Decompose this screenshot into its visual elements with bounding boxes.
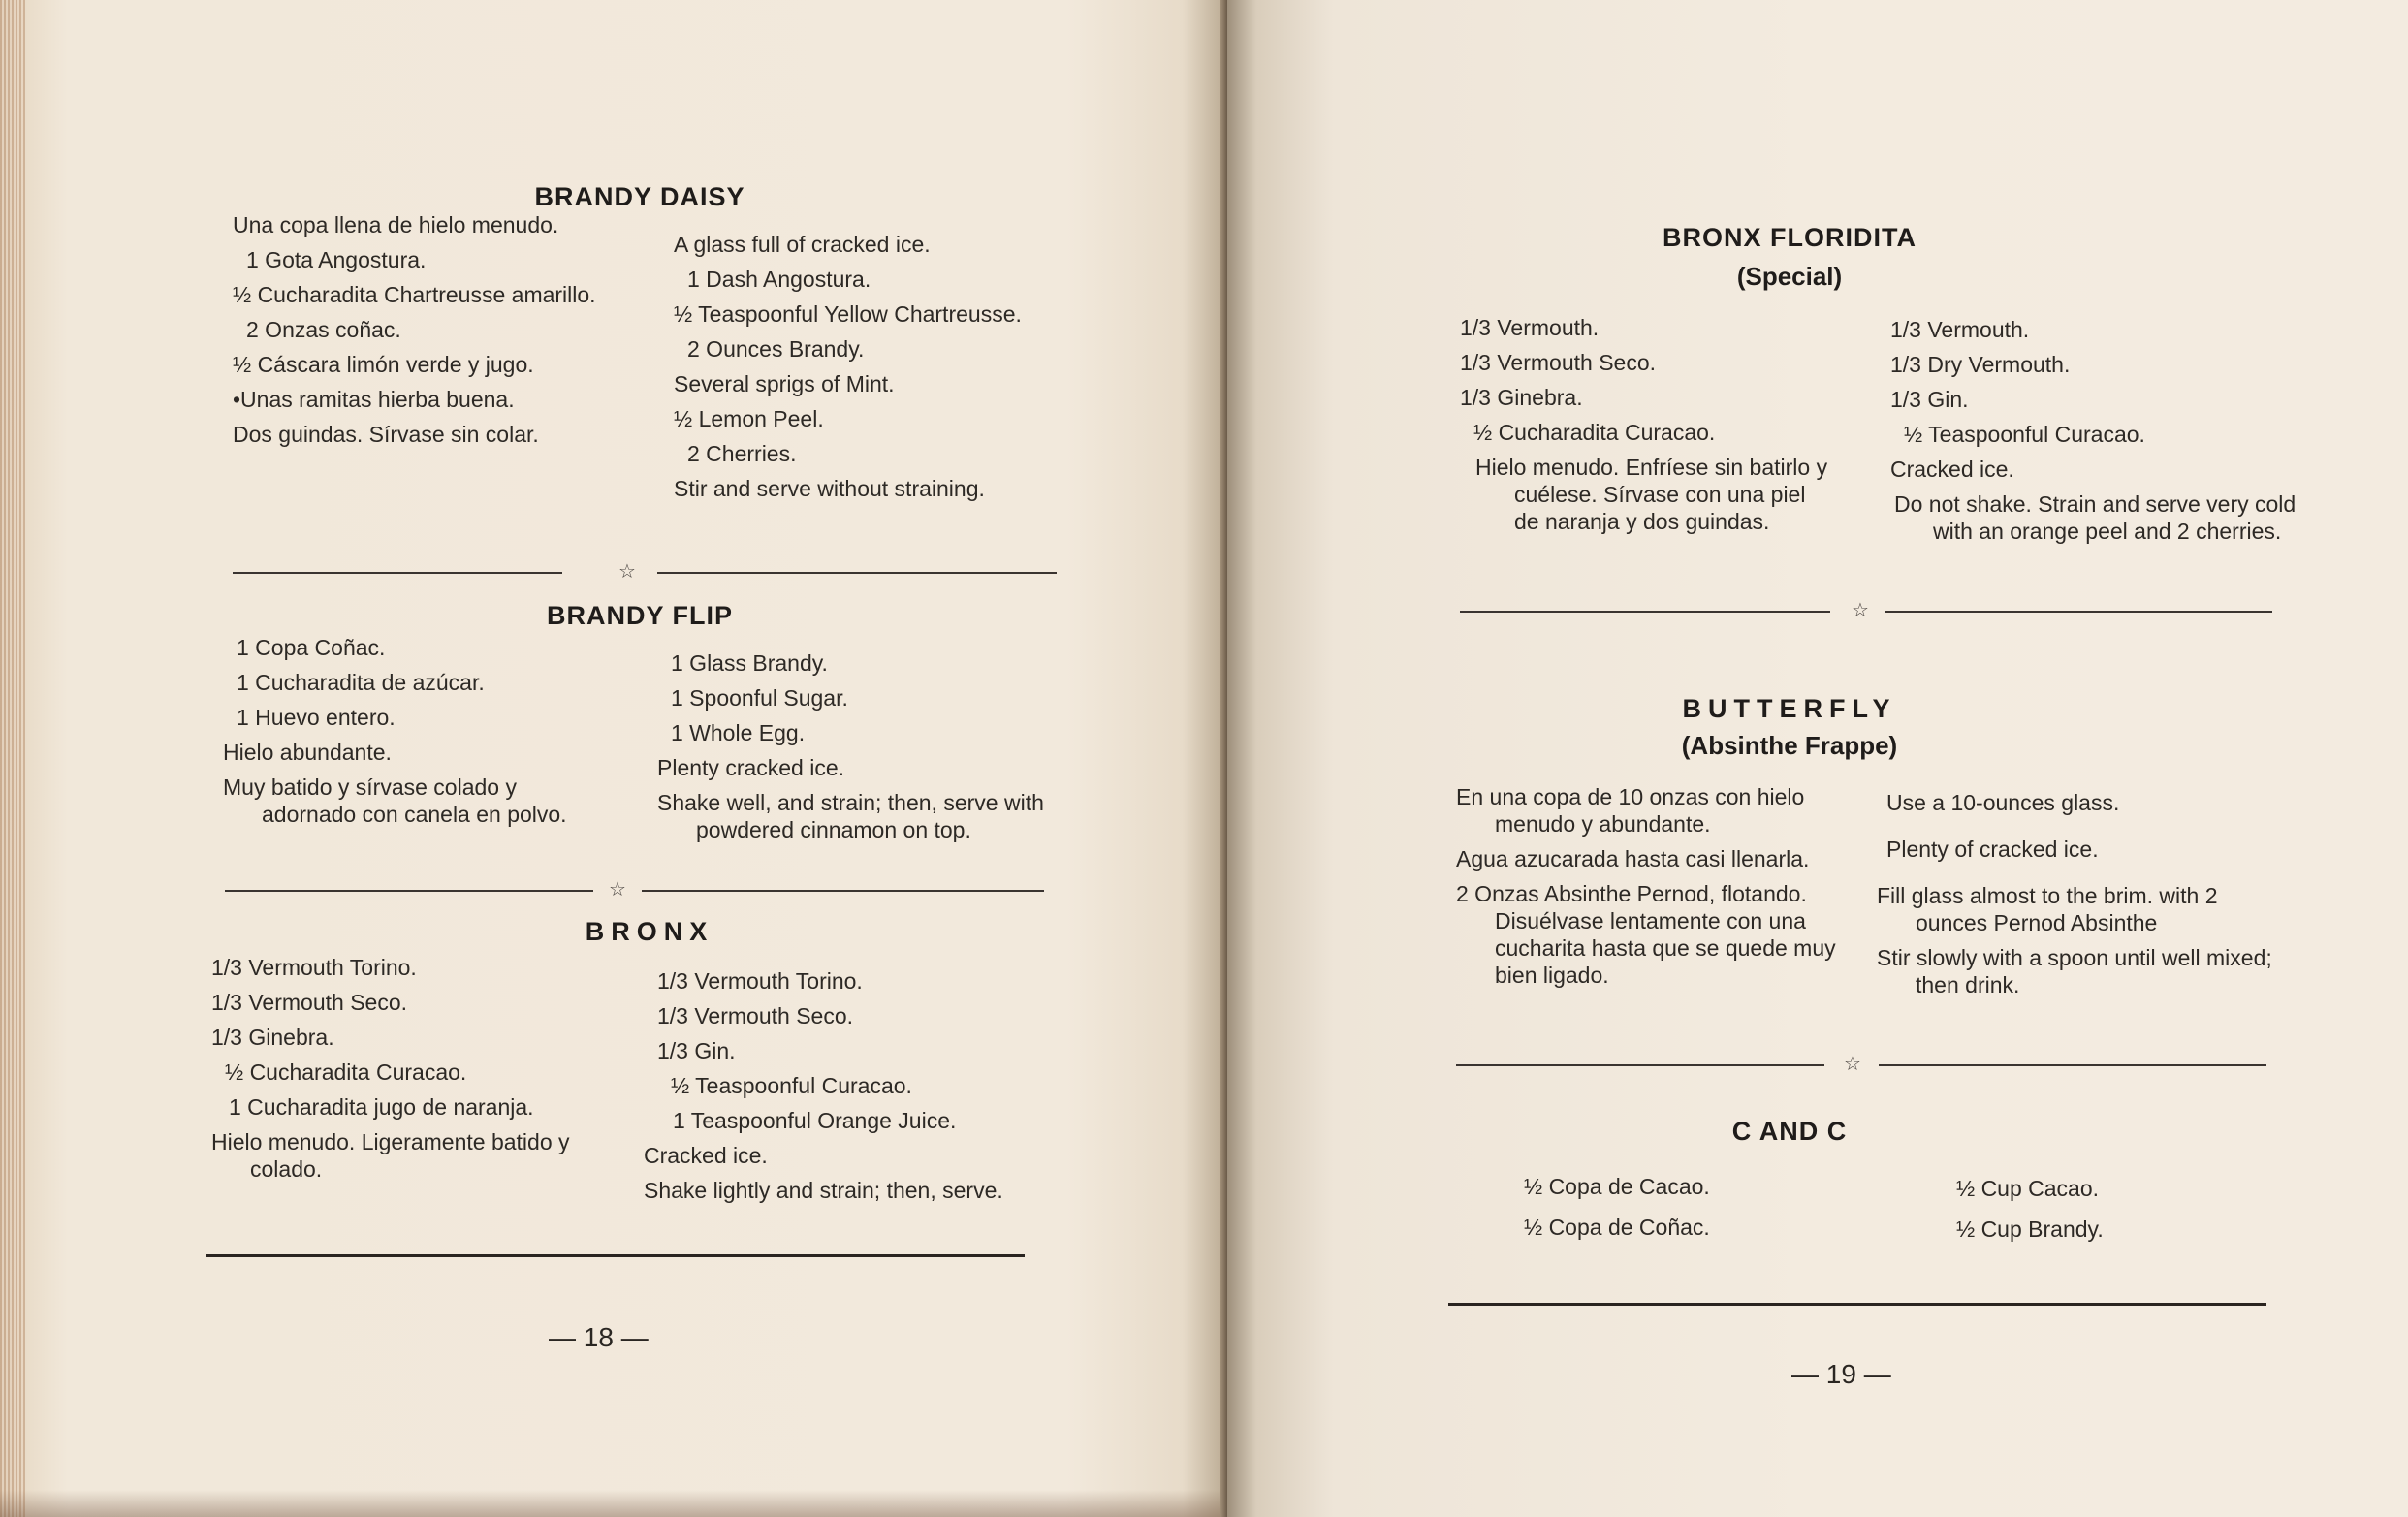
recipe-line: ½ Cup Cacao. xyxy=(1956,1176,2100,1201)
recipe-line: 1/3 Vermouth. xyxy=(1460,315,1600,340)
recipe-line: Hielo menudo. Ligeramente batido y colado. xyxy=(211,1129,576,1182)
recipe-line: ½ Teaspoonful Curacao. xyxy=(671,1073,912,1098)
recipe-line: Shake lightly and strain; then, serve. xyxy=(644,1178,1003,1203)
recipe-line: 1 Copa Coñac. xyxy=(237,635,386,660)
butterfly-subtitle: (Absinthe Frappe) xyxy=(1681,731,1898,760)
recipe-line: 1/3 Vermouth Seco. xyxy=(657,1003,854,1028)
brandy-daisy-spanish xyxy=(233,211,640,456)
butterfly-title: BUTTERFLY xyxy=(1682,694,1897,723)
recipe-line: Hielo menudo. Enfríese sin batirlo y cuélese. Sírvase con una piel de naranja y dos guindas. xyxy=(1475,455,1834,534)
bronx-floridita-title: BRONX FLORIDITA xyxy=(1663,223,1917,252)
recipe-line: Cracked ice. xyxy=(644,1143,768,1168)
recipe-line: 1/3 Vermouth. xyxy=(1890,317,2030,342)
recipe-line: Plenty cracked ice. xyxy=(657,755,845,780)
recipe-line: 2 Cherries. xyxy=(687,441,797,466)
recipe-line: Do not shake. Strain and serve very cold with an orange peel and 2 cherries. xyxy=(1894,491,2302,544)
butterfly-english xyxy=(1877,789,2294,1006)
recipe-line: ½ Cucharadita Chartreusse amarillo. xyxy=(233,282,596,307)
c-and-c-spanish xyxy=(1524,1173,1815,1248)
recipe-line: Una copa llena de hielo menudo. xyxy=(233,212,559,237)
recipe-line: ½ Teaspoonful Yellow Chartreusse. xyxy=(674,301,1022,327)
bronx-floridita-subtitle: (Special) xyxy=(1736,262,1843,291)
brandy-daisy-english xyxy=(674,231,1042,510)
recipe-line: 1/3 Vermouth Seco. xyxy=(211,990,408,1015)
section-divider xyxy=(233,562,1057,582)
brandy-flip-english xyxy=(657,649,1051,851)
recipe-line: Shake well, and strain; then, serve with powdered cinnamon on top. xyxy=(657,790,1051,842)
recipe-line: Muy batido y sírvase colado y adornado con canela en polvo. xyxy=(223,774,567,827)
section-divider xyxy=(1456,1055,2266,1074)
bronx-title: BRONX xyxy=(585,917,714,946)
recipe-line: Several sprigs of Mint. xyxy=(674,371,895,396)
star-icon: ☆ xyxy=(618,561,636,583)
recipe-line: 1 Cucharadita de azúcar. xyxy=(237,670,485,695)
recipe-line: 2 Onzas Absinthe Pernod, flotando. Disuélvase lentamente con una cucharita hasta que se quede muy bien ligado. xyxy=(1456,881,1843,988)
c-and-c-english xyxy=(1956,1175,2247,1250)
recipe-line: 1/3 Gin. xyxy=(1890,387,1969,412)
recipe-line: 1 Dash Angostura. xyxy=(687,267,871,292)
recipe-line: ½ Cucharadita Curacao. xyxy=(1473,420,1716,445)
recipe-line: Hielo abundante. xyxy=(223,740,392,765)
recipe-line: 1/3 Gin. xyxy=(657,1038,736,1063)
recipe-line: 1/3 Ginebra. xyxy=(1460,385,1583,410)
recipe-line: Fill glass almost to the brim. with 2 ounces Pernod Absinthe xyxy=(1877,883,2224,935)
bronx-english xyxy=(644,967,1051,1212)
brandy-daisy-title: BRANDY DAISY xyxy=(534,182,745,211)
recipe-line: Stir slowly with a spoon until well mixed; then drink. xyxy=(1877,945,2279,997)
section-divider xyxy=(225,880,1044,900)
recipe-line: 1 Cucharadita jugo de naranja. xyxy=(229,1094,534,1120)
recipe-line: ½ Copa de Cacao. xyxy=(1524,1174,1710,1199)
butterfly-spanish xyxy=(1456,783,1844,996)
brandy-flip-title: BRANDY FLIP xyxy=(546,601,733,630)
recipe-line: 1/3 Ginebra. xyxy=(211,1025,334,1050)
recipe-line: 1 Glass Brandy. xyxy=(671,650,828,676)
recipe-line: 1 Gota Angostura. xyxy=(246,247,427,272)
page-edge xyxy=(0,0,25,1517)
recipe-line: Cracked ice. xyxy=(1890,457,2014,482)
recipe-line: ½ Cup Brandy. xyxy=(1956,1217,2104,1242)
recipe-line: 1 Huevo entero. xyxy=(237,705,396,730)
recipe-line: ½ Lemon Peel. xyxy=(674,406,824,431)
recipe-line: 1/3 Vermouth Torino. xyxy=(657,968,863,994)
recipe-line: En una copa de 10 onzas con hielo menudo y abundante. xyxy=(1456,784,1811,837)
recipe-line: 1/3 Vermouth Seco. xyxy=(1460,350,1657,375)
bronx-spanish xyxy=(211,954,599,1190)
recipe-line: Dos guindas. Sírvase sin colar. xyxy=(233,422,539,447)
page-bottom-rule xyxy=(1448,1303,2266,1306)
recipe-line: ½ Cáscara limón verde y jugo. xyxy=(233,352,534,377)
star-icon: ☆ xyxy=(1844,1054,1861,1075)
bronx-floridita-english xyxy=(1890,316,2302,553)
right-page xyxy=(1227,0,2408,1517)
recipe-line: A glass full of cracked ice. xyxy=(674,232,931,257)
page-number: — 18 — xyxy=(549,1322,649,1352)
recipe-line: Plenty of cracked ice. xyxy=(1886,837,2099,862)
recipe-line: Agua azucarada hasta casi llenarla. xyxy=(1456,846,1810,871)
star-icon: ☆ xyxy=(1852,600,1869,621)
recipe-line: 1/3 Dry Vermouth. xyxy=(1890,352,2071,377)
recipe-line: ½ Copa de Coñac. xyxy=(1524,1215,1710,1240)
recipe-line: 1 Teaspoonful Orange Juice. xyxy=(673,1108,957,1133)
recipe-line: 2 Ounces Brandy. xyxy=(687,336,865,362)
recipe-line: •Unas ramitas hierba buena. xyxy=(233,387,515,412)
bronx-floridita-spanish xyxy=(1460,314,1834,543)
recipe-line: 2 Onzas coñac. xyxy=(246,317,401,342)
recipe-line: 1/3 Vermouth Torino. xyxy=(211,955,417,980)
recipe-line: 1 Spoonful Sugar. xyxy=(671,685,848,711)
star-icon: ☆ xyxy=(609,879,626,901)
page-bottom-rule xyxy=(206,1254,1025,1257)
recipe-line: ½ Cucharadita Curacao. xyxy=(225,1059,467,1085)
recipe-line: Stir and serve without straining. xyxy=(674,476,985,501)
recipe-line: ½ Teaspoonful Curacao. xyxy=(1904,422,2145,447)
recipe-line: 1 Whole Egg. xyxy=(671,720,806,745)
c-and-c-title: C AND C xyxy=(1731,1117,1848,1146)
recipe-line: Use a 10-ounces glass. xyxy=(1886,790,2120,815)
page-number: — 19 — xyxy=(1791,1359,1891,1389)
section-divider xyxy=(1460,601,2272,620)
brandy-flip-spanish xyxy=(223,634,611,836)
